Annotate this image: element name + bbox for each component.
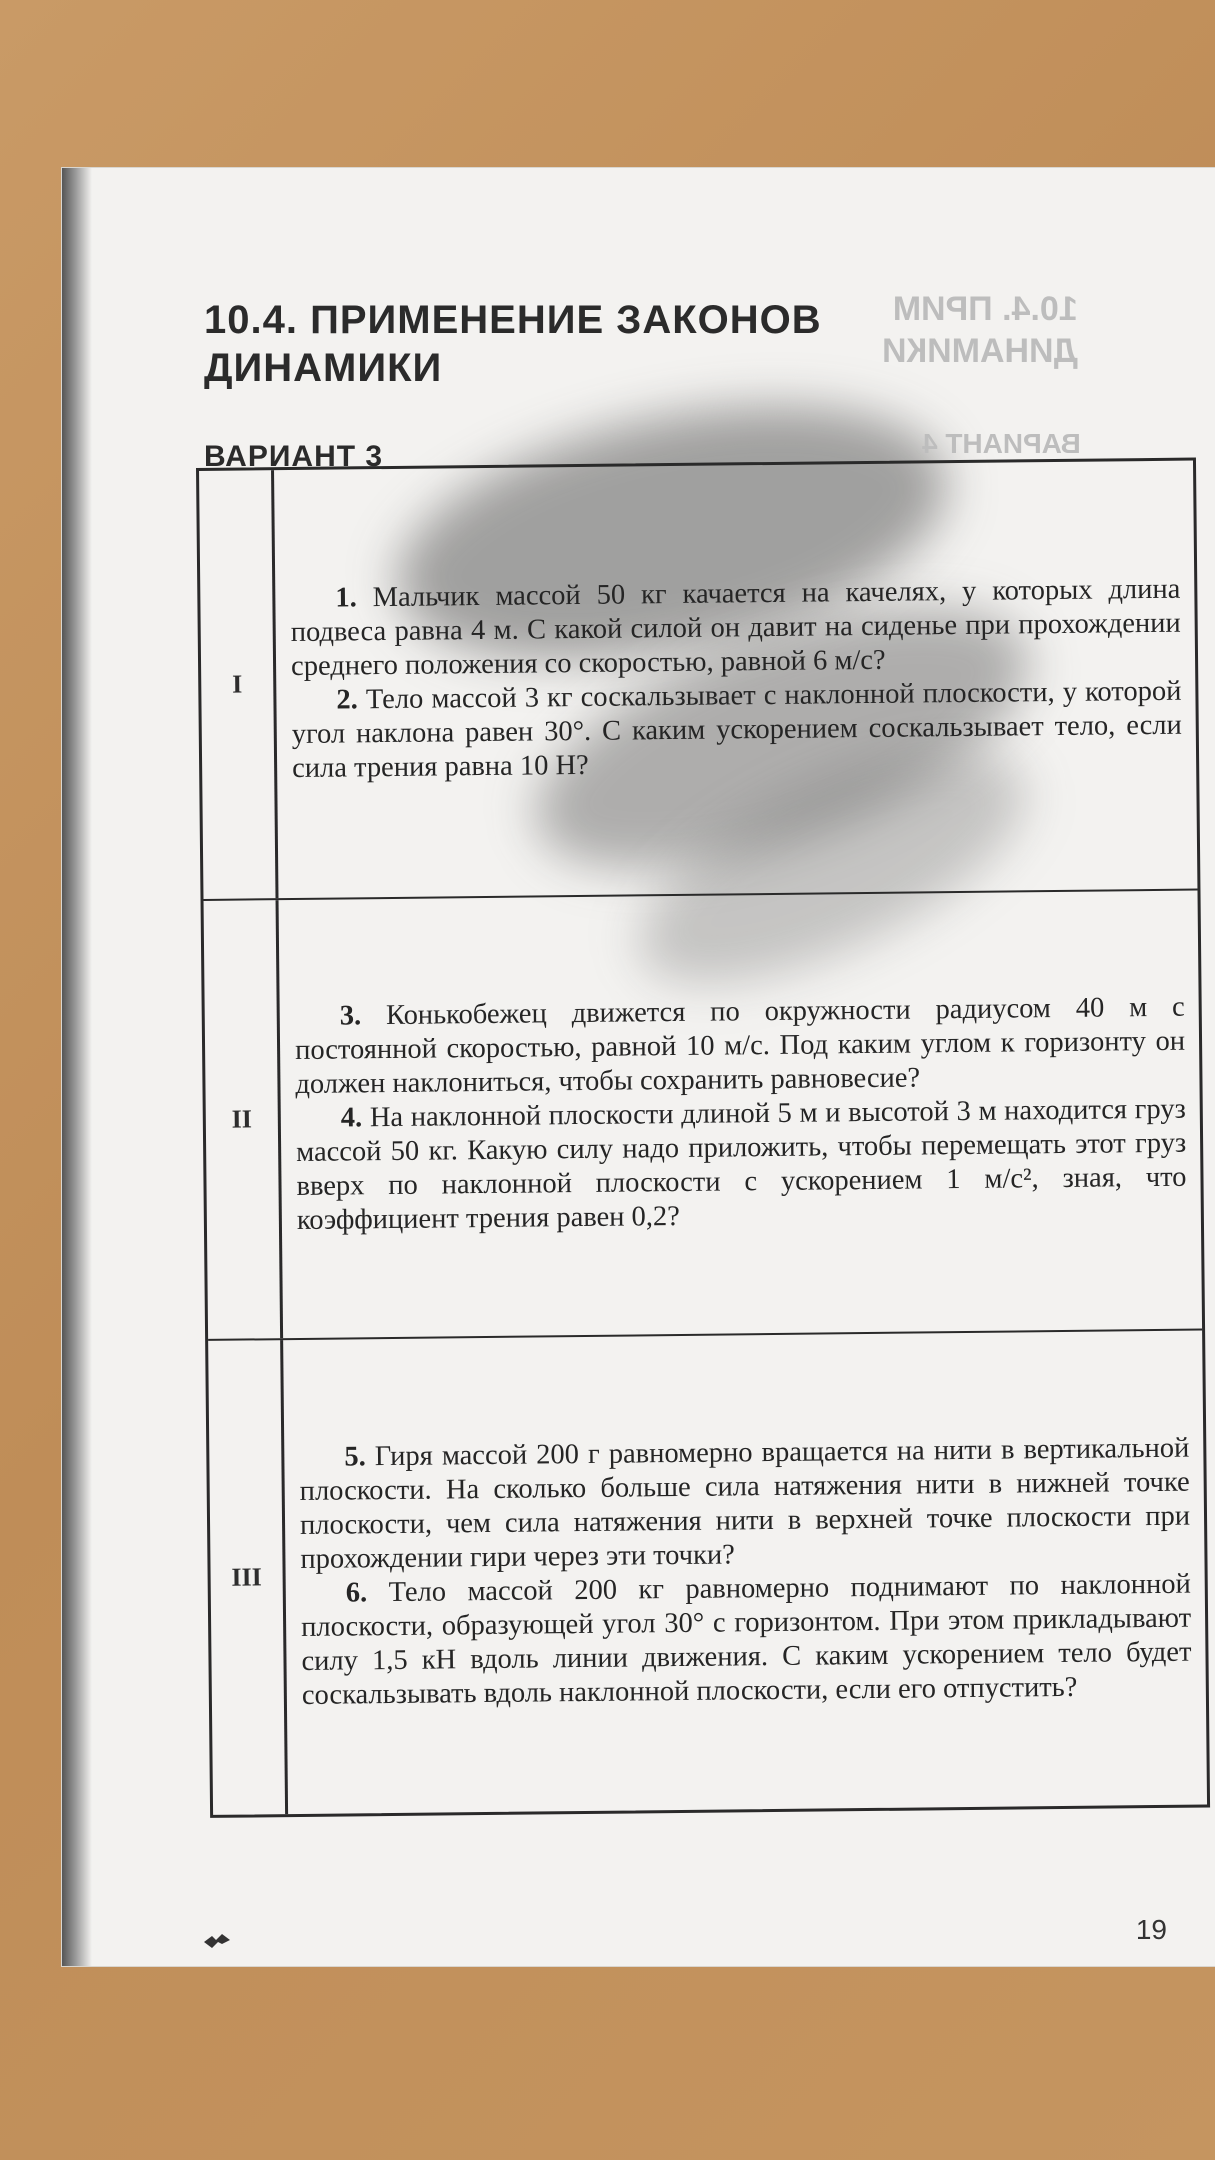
problem-item <box>295 991 1186 1102</box>
problem-list <box>298 1331 1193 1814</box>
problem-item <box>290 573 1181 684</box>
problem-number: 4. <box>340 1102 363 1134</box>
problem-number: 1. <box>335 582 357 614</box>
problem-list <box>289 461 1183 898</box>
bleed-through-text: 10.4. ПРИМ ДИНАМИКИ <box>882 290 1078 370</box>
problem-item <box>296 1093 1187 1238</box>
problem-number: 2. <box>336 684 358 716</box>
problem-number: 3. <box>339 1000 362 1032</box>
bleed-through-text: ВАРИАНТ 4 <box>922 428 1081 459</box>
worksheet-page <box>62 168 1215 1966</box>
problem-text: Тело массой 200 кг равномерно поднимают по наклонной плоскости, образующей угол 30° с горизонтом. При этом прикладывают силу 1,5 кН вдоль линии движения. С каким ускорением тело будет соскальзывать вдоль наклонной плоскости, если его отпустить? <box>300 1568 1192 1711</box>
footer-ornament-icon <box>202 1930 232 1952</box>
problem-item <box>301 1568 1192 1713</box>
task-row-level-1 <box>199 461 1197 901</box>
problem-text: Мальчик массой 50 кг качается на качелях, у которых длина подвеса равна 4 м. С какой силой он давит на сиденье при прохождении среднего положения со скоростью, равной 6 м/с? <box>290 573 1181 683</box>
section-title: 10.4. ПРИМЕНЕНИЕ ЗАКОНОВ ДИНАМИКИ <box>204 298 822 390</box>
problem-list <box>294 891 1189 1338</box>
problem-text: Конькобежец движется по окружности радиусом 40 м с постоянной скоростью, равной 10 м/с. Под каким углом к горизонту он должен наклониться, чтобы сохранить равновесие? <box>294 991 1186 1100</box>
problem-item <box>299 1432 1190 1577</box>
level-label: III <box>208 1340 288 1815</box>
level-label: II <box>204 900 284 1339</box>
task-row-level-2 <box>204 891 1203 1341</box>
level-label: I <box>199 470 278 899</box>
task-table <box>196 458 1210 1818</box>
page-number: 19 <box>1135 1914 1167 1945</box>
problem-number: 6. <box>345 1577 368 1609</box>
problem-item <box>291 675 1182 786</box>
variant-label: ВАРИАНТ 3 <box>204 440 384 473</box>
problem-number: 5. <box>344 1441 366 1473</box>
problem-text: Гиря массой 200 г равномерно вращается на нити в вертикальной плоскости. На сколько больше сила натяжения нити в нижней точке плоскости, чем сила натяжения нити в верхней точке плоскости при прохождении гири через эти точки? <box>299 1432 1191 1575</box>
problem-text: На наклонной плоскости длиной 5 м и высотой 3 м находится груз массой 50 кг. Какую силу надо приложить, чтобы перемещать этот груз вверх по наклонной плоскости с ускорением 1 м/с², зная, что коэффициент трения равен 0,2? <box>296 1093 1187 1236</box>
task-row-level-3 <box>208 1331 1207 1815</box>
problem-text: Тело массой 3 кг соскальзывает с наклонной плоскости, у которой угол наклона равен 30°. С каким ускорением соскальзывает тело, если сила трения равна 10 Н? <box>291 675 1182 785</box>
